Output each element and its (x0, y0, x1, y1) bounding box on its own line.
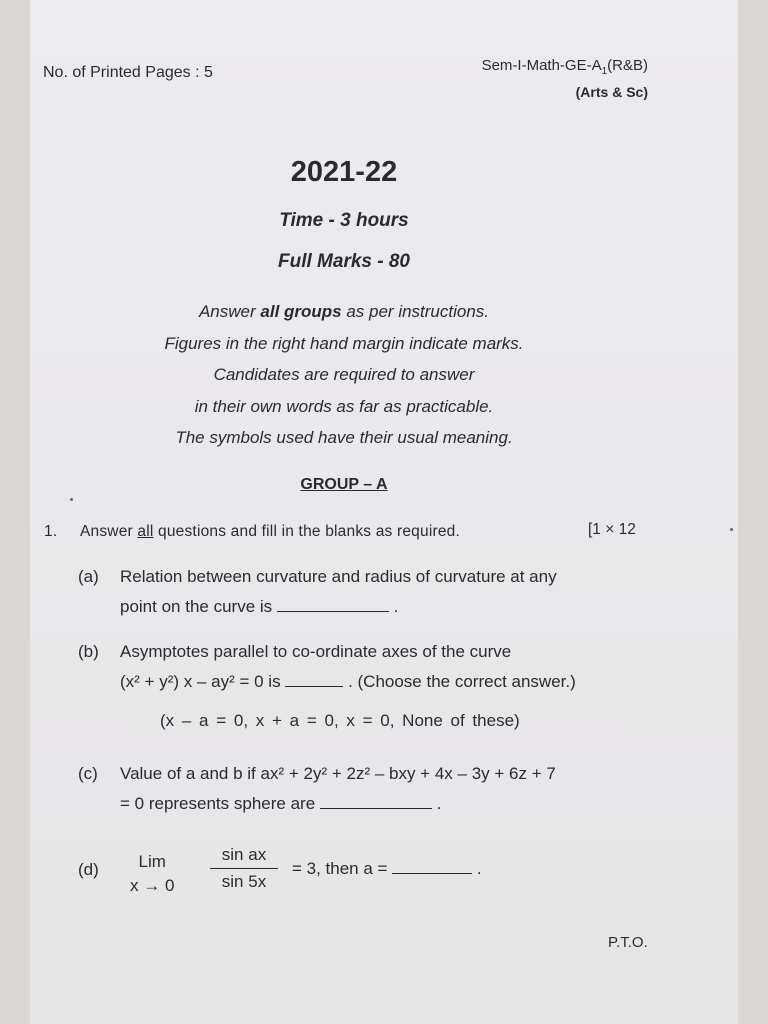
sub-question-text: = 3, then a = (292, 859, 388, 878)
answer-blank (285, 670, 343, 687)
printed-pages-count: No. of Printed Pages : 5 (43, 64, 213, 81)
question-text: questions and fill in the blanks as required. (153, 523, 460, 540)
sub-question-label: (c) (78, 764, 98, 783)
instruction-line-3: Candidates are required to answer (213, 365, 475, 384)
exam-sheet (30, 0, 738, 1024)
limit-expression (130, 850, 174, 898)
answer-blank (277, 595, 389, 612)
sub-question-c (78, 759, 678, 823)
paper-code-main: Sem-I-Math-GE-A (481, 57, 602, 74)
sub-question-body (120, 759, 680, 819)
general-instructions (30, 296, 658, 454)
sub-question-line: Relation between curvature and radius of curvature at any (120, 567, 557, 586)
fraction-denominator: sin 5x (221, 872, 267, 891)
sub-question-a (78, 562, 678, 626)
question-text-underlined: all (137, 523, 154, 540)
question-1-marks: [1 × 12 (588, 521, 636, 538)
instruction-line-2: Figures in the right hand margin indicate marks. (164, 333, 524, 353)
paper-code-suffix: (R&B) (607, 57, 648, 74)
instruction-emphasis: all groups (260, 302, 342, 321)
answer-options: (x – a = 0, x + a = 0, x = 0, None of these) (160, 711, 520, 730)
question-number: 1. (44, 523, 58, 540)
instruction-text: Answer (198, 302, 261, 321)
page-turn-over: P.T.O. (608, 934, 648, 951)
sub-question-line: Asymptotes parallel to co-ordinate axes of the curve (120, 642, 512, 661)
exam-full-marks: Full Marks - 80 (278, 251, 410, 272)
sub-question-body (120, 562, 680, 622)
paper-speck (730, 528, 733, 531)
sub-question-body (120, 637, 680, 697)
limit-operator: Lim (138, 852, 166, 871)
question-1-stem (44, 523, 460, 541)
question-text: Answer (80, 523, 138, 540)
sub-question-text: point on the curve is (120, 597, 273, 616)
limit-subscript: x → 0 (130, 876, 175, 895)
sub-question-line: point on the curve is . (120, 597, 399, 616)
group-heading: GROUP – A (300, 476, 388, 493)
fraction-numerator: sin ax (210, 845, 278, 869)
exam-year: 2021-22 (290, 156, 398, 188)
answer-blank (392, 857, 472, 874)
answer-blank (320, 792, 432, 809)
paper-code-subscript: 1 (601, 66, 608, 77)
sub-question-label: (a) (78, 567, 99, 586)
paper-code (482, 56, 648, 102)
fraction (210, 845, 278, 892)
sub-question-b (78, 637, 678, 701)
instruction-line-4: in their own words as far as practicable. (194, 396, 494, 416)
exam-time: Time - 3 hours (279, 210, 409, 231)
sub-question-line: Value of a and b if ax² + 2y² + 2z² – bxy + 4x – 3y + 6z + 7 (120, 764, 556, 783)
paper-speck (70, 498, 73, 501)
sub-question-text: (x² + y²) x – ay² = 0 is (120, 672, 281, 691)
sub-question-line (120, 667, 680, 697)
paper-code-line (482, 56, 648, 82)
sub-question-text: . (Choose the correct answer.) (348, 672, 576, 691)
instruction-line-5: The symbols used have their usual meaning. (175, 428, 513, 447)
instruction-text: as per instructions. (341, 302, 490, 321)
sub-question-line: = 0 represents sphere are . (120, 794, 442, 813)
stream-label: (Arts & Sc) (575, 84, 648, 100)
sub-question-text: = 0 represents sphere are (120, 794, 316, 813)
sub-question-label: (b) (78, 642, 99, 661)
sub-question-d-rest: = 3, then a = . (292, 859, 482, 878)
sub-question-label: (d) (78, 860, 99, 879)
instruction-line-1 (30, 296, 658, 328)
